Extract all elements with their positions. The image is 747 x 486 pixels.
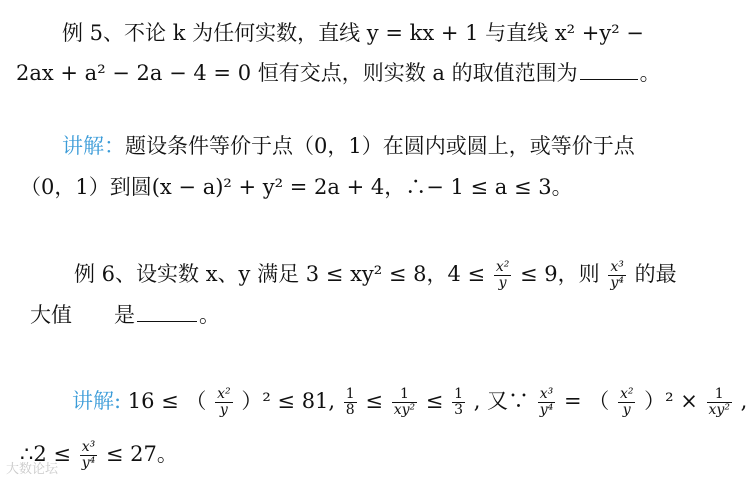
fraction: $\frac{1}{3}$ — [454, 386, 464, 418]
fraction: $\frac{\text{x³}}{\text{y⁴}}$ — [539, 386, 554, 418]
example-5-text-1: 例 5、不论 k 为任何实数，直线 y = kx + 1 与直线 x² +y² − — [62, 21, 644, 45]
example-5-line-2 — [16, 58, 661, 88]
solution-5-text-2: （0，1）到圆(x − a)² + y² = 2a + 4，∴− 1 ≤ a ≤ 3。 — [20, 175, 573, 199]
solution-6-line-2: ∴2 ≤ $\frac{\text{x³}}{\text{y⁴}}$ ≤ 27。 — [20, 439, 178, 471]
example-6-end: 。 — [199, 303, 220, 327]
fraction: $\frac{\text{x²}}{y}$ — [619, 386, 634, 418]
example-5-end: 。 — [639, 61, 661, 85]
solution-5-text-1: 题设条件等价于点（0，1）在圆内或圆上，或等价于点 — [125, 134, 635, 158]
example-6-text-1: 例 6、设实数 x、y 满足 3 ≤ xy² ≤ 8，4 ≤ — [74, 262, 486, 286]
example-6-text-2: ≤ 9，则 — [520, 262, 600, 286]
example-6-line-2 — [30, 300, 220, 330]
fraction: $\frac{\text{x²}}{y}$ — [217, 386, 231, 418]
example-5-line-1 — [62, 18, 644, 48]
solution-6-label: 讲解: — [72, 389, 122, 413]
fraction-x2-over-y: $\frac{\text{x²}}{y}$ — [495, 259, 510, 291]
fraction: $\frac{1}{8}$ — [345, 386, 355, 418]
solution-5-line-2 — [20, 172, 573, 202]
example-6-line-1 — [74, 252, 677, 296]
example-5-text-2: 2ax + a² − 2a − 4 = 0 恒有交点，则实数 a 的取值范围为 — [16, 61, 578, 85]
fraction-x3-over-y4: $\frac{\text{x³}}{\text{y⁴}}$ — [610, 259, 624, 291]
fraction: $\frac{1}{\text{xy²}}$ — [393, 386, 416, 418]
watermark: 大数论坛 — [6, 462, 59, 477]
answer-blank-5 — [580, 61, 638, 80]
solution-6-line-1: 讲解: 16 ≤ （ $\frac{\text{x²}}{y}$ ）² ≤ 81, $\frac{1}{8}$ ≤ $\frac{1}{\text{xy²}}$ ≤ $\frac{1}{3}$ , 又∵ $\frac{\text{x³}}{\text{y⁴}}$ = （ $\frac{\text{x²}}{y}$ ）² × $\frac{1}{\text{xy²}}$ , — [72, 386, 747, 418]
example-6-text-4: 大值 是 — [30, 303, 135, 327]
fraction: $\frac{1}{\text{xy²}}$ — [708, 386, 730, 418]
answer-blank-6 — [137, 303, 197, 322]
solution-5-label: 讲解： — [62, 134, 125, 158]
solution-5-line-1 — [62, 131, 635, 161]
fraction: $\frac{\text{x³}}{\text{y⁴}}$ — [81, 439, 96, 471]
example-6-text-3: 的最 — [634, 262, 677, 286]
